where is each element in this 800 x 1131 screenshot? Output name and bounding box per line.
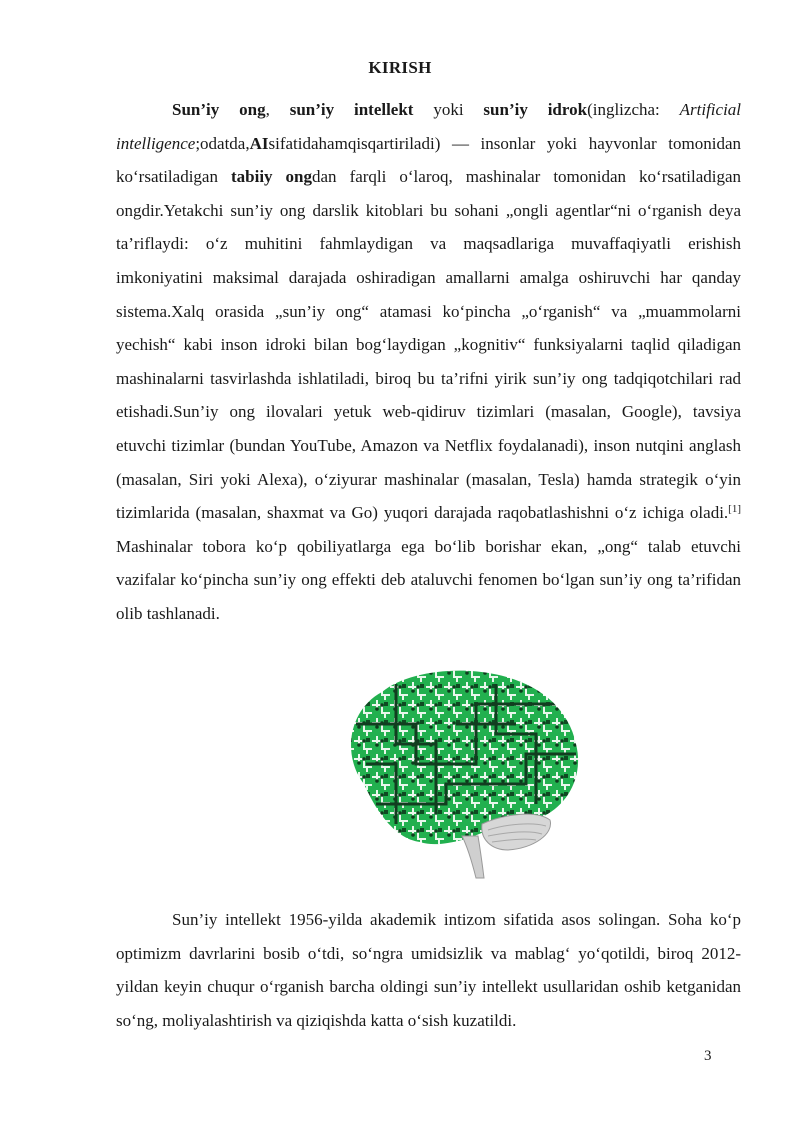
intro-body-text: dan farqli oʻlaroq, mashinalar tomonidan koʻrsatiladigan ongdir.Yetakchi sun’iy ong darslik kitoblari bu sohani „ongli agentlar“ni oʻrganish deya ta’riflaydi: oʻz muhitini fahmlaydigan va maqsadlariga muvaffaqiyatli erishish imkoniyatini maksimal darajada oshiradigan amallarni amalga oshiruvchi har qanday sistema.Xalq orasida „sun’iy ong“ atamasi koʻpincha „oʻrganish“ va „muammolarni yechish“ kabi inson idroki bilan bogʻlaydigan „kognitiv“ funksiyalarni taqlid qiladigan mashinalarni tasvirlashda ishlatiladi, biroq bu ta’rifni yirik sun’iy ong tadqiqotchilari rad etishadi.Sun’iy ong ilovalari yetuk web-qidiruv tizimlari (masalan, Google), tavsiya etuvchi tizimlar (bundan YouTube, Amazon va Netflix foydalanadi), inson nutqini anglash (masalan, Siri yoki Alexa), oʻziyurar mashinalar (masalan, Tesla) hamda strategik oʻyin tizimlarida (masalan, shaxmat va Go) yuqori darajada raqobatlashishni oʻz ichiga oladi. (116, 167, 742, 523)
term-natural-consciousness: tabiiy ong (230, 167, 313, 187)
english-term: Artificial intelligence (116, 100, 742, 153)
history-text: Sun’iy intellekt 1956-yilda akademik intizom sifatida asos solingan. Soha koʻp optimizm davrlarini bosib oʻtdi, soʻngra umidsizlik va mablagʻ yoʻqotildi, biroq 2012-yildan keyin chuqur oʻrganish barcha oldingi sun’iy intellekt usullaridan oshib ketganidan soʻng, moliyalashtirish va qiziqishda katta oʻsish kuzatildi. (116, 910, 741, 1030)
intro-paragraph: Sun’iy ong, sun’iy intellekt yoki sun’iy idrok(inglizcha: Artificial intelligence;odatda,AIsifatidahamqisqartiriladi) — insonlar yoki hayvonlar tomonidan koʻrsatiladigan tabiiy ongdan farqli oʻlaroq, mashinalar tomonidan koʻrsatiladigan ongdir.Yetakchi sun’iy ong darslik kitoblari bu sohani „ongli agentlar“ni oʻrganish deya ta’riflaydi: oʻz muhitini fahmlaydigan va maqsadlariga muvaffaqiyatli erishish imkoniyatini maksimal darajada oshiradigan amallarni amalga oshiruvchi har qanday sistema.Xalq orasida „sun’iy ong“ atamasi koʻpincha „oʻrganish“ va „muammolarni yechish“ kabi inson idroki bilan bogʻlaydigan „kognitiv“ funksiyalarni taqlid qiladigan mashinalarni tasvirlashda ishlatiladi, biroq bu ta’rifni yirik sun’iy ong tadqiqotchilari rad etishadi.Sun’iy ong ilovalari yetuk web-qidiruv tizimlari (masalan, Google), tavsiya etuvchi tizimlar (bundan YouTube, Amazon va Netflix foydalanadi), inson nutqini anglash (masalan, Siri yoki Alexa), oʻziyurar mashinalar (masalan, Tesla) hamda strategik oʻyin tizimlarida (masalan, shaxmat va Go) yuqori darajada raqobatlashishni oʻz ichiga oladi.[1] Mashinalar tobora koʻp qobiliyatlarga ega boʻlib borishar ekan, „ong“ talab etuvchi vazifalar koʻpincha sun’iy ong effekti deb ataluvchi fenomen boʻlgan sun’iy ong ta’rifidan olib tashlanadi. (116, 100, 742, 623)
abbreviation-ai: AI (249, 133, 269, 153)
page-number: 3 (704, 1048, 712, 1064)
footnote-reference[interactable]: [1] (728, 503, 741, 516)
circuit-brain-icon (336, 664, 582, 884)
history-paragraph (116, 903, 741, 1037)
term-artificial-perception: sun’iy idrok (483, 100, 588, 119)
page-title: KIRISH (368, 58, 432, 77)
term-artificial-intelligence: sun’iy intellekt (289, 100, 414, 119)
term-artificial-consciousness: Sun’iy ong (172, 100, 266, 119)
intro-tail-text: Mashinalar tobora koʻp qobiliyatlarga ega boʻlib borishar ekan, „ong“ talab etuvchi vazifalar koʻpincha sun’iy ong effekti deb ataluvchi fenomen boʻlgan sun’iy ong ta’rifidan olib tashlanadi. (116, 536, 741, 623)
